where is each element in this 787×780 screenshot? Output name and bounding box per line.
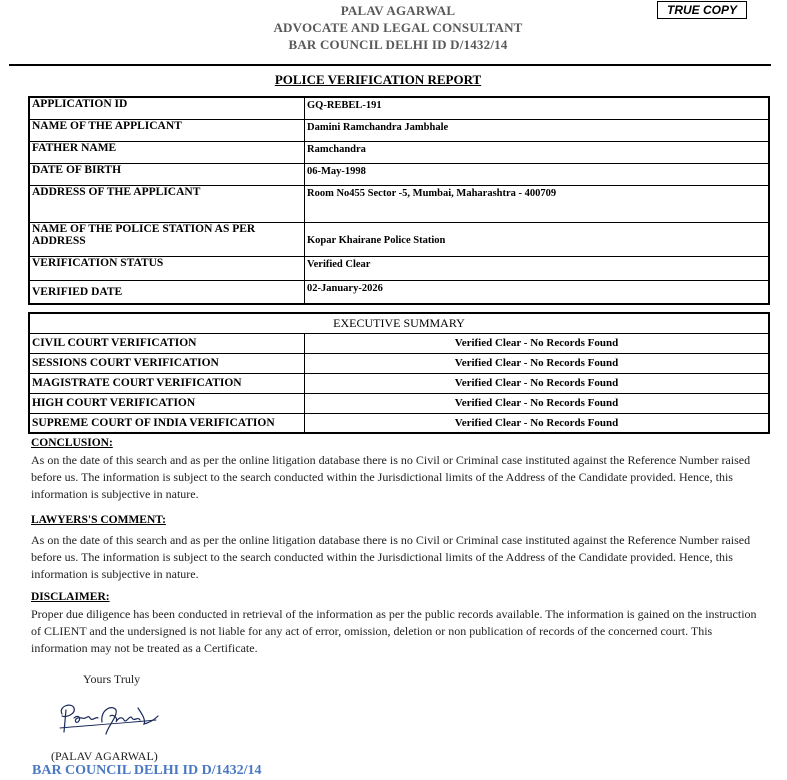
summary-value: Verified Clear - No Records Found bbox=[305, 393, 770, 413]
detail-label: FATHER NAME bbox=[29, 141, 305, 163]
detail-value: Ramchandra bbox=[305, 141, 770, 163]
detail-value: Room No455 Sector -5, Mumbai, Maharashtra - 400709 bbox=[305, 185, 770, 222]
summary-label: MAGISTRATE COURT VERIFICATION bbox=[29, 373, 305, 393]
lawyers-comment-heading: LAWYERS'S COMMENT: bbox=[31, 514, 166, 526]
summary-label: HIGH COURT VERIFICATION bbox=[29, 393, 305, 413]
signatory-bar-id: BAR COUNCIL DELHI ID D/1432/14 bbox=[32, 763, 262, 778]
advocate-bar-id: BAR COUNCIL DELHI ID D/1432/14 bbox=[288, 37, 508, 52]
table-row bbox=[29, 280, 769, 304]
detail-label: APPLICATION ID bbox=[29, 97, 305, 119]
advocate-designation: ADVOCATE AND LEGAL CONSULTANT bbox=[273, 20, 523, 35]
table-row bbox=[29, 141, 769, 163]
table-row bbox=[29, 119, 769, 141]
disclaimer-heading: DISCLAIMER: bbox=[31, 591, 110, 603]
table-row bbox=[29, 222, 769, 256]
table-row bbox=[29, 97, 769, 119]
applicant-details-table bbox=[28, 96, 770, 305]
detail-value: Verified Clear bbox=[305, 256, 770, 280]
summary-value: Verified Clear - No Records Found bbox=[305, 353, 770, 373]
detail-label: DATE OF BIRTH bbox=[29, 163, 305, 185]
table-row bbox=[29, 373, 769, 393]
report-title: POLICE VERIFICATION REPORT bbox=[274, 72, 482, 87]
table-row bbox=[29, 333, 769, 353]
detail-label: ADDRESS OF THE APPLICANT bbox=[29, 185, 305, 222]
summary-value: Verified Clear - No Records Found bbox=[305, 373, 770, 393]
detail-label: NAME OF THE APPLICANT bbox=[29, 119, 305, 141]
summary-label: SESSIONS COURT VERIFICATION bbox=[29, 353, 305, 373]
table-row bbox=[29, 256, 769, 280]
table-row bbox=[29, 163, 769, 185]
table-row bbox=[29, 393, 769, 413]
detail-value: 02-January-2026 bbox=[305, 280, 770, 304]
summary-heading: EXECUTIVE SUMMARY bbox=[29, 313, 769, 333]
summary-value: Verified Clear - No Records Found bbox=[305, 413, 770, 433]
header-divider bbox=[9, 64, 771, 66]
disclaimer-text: Proper due diligence has been conducted in retrieval of the information as per the public records available. The information is gained on the instruction of CLIENT and the undersigned is not liable for any act of error, omission, deletion or non publication of records of the concerned court. This information may not be treated as a Certificate. bbox=[31, 607, 757, 655]
detail-label: VERIFIED DATE bbox=[29, 280, 305, 304]
advocate-name: PALAV AGARWAL bbox=[340, 3, 456, 18]
detail-value: Kopar Khairane Police Station bbox=[305, 222, 770, 256]
summary-value: Verified Clear - No Records Found bbox=[305, 333, 770, 353]
table-row bbox=[29, 185, 769, 222]
summary-label: SUPREME COURT OF INDIA VERIFICATION bbox=[29, 413, 305, 433]
detail-value: 06-May-1998 bbox=[305, 163, 770, 185]
signatory-name: (PALAV AGARWAL) bbox=[51, 749, 158, 763]
conclusion-text: As on the date of this search and as per the online litigation database there is no Civil or Criminal case instituted against the Reference Number raised before us. The information is subject to the search conducted within the Jurisdictional limits of the Address of the Candidate provided. Hence, this information is subjective in nature. bbox=[31, 453, 751, 501]
detail-value: GQ-REBEL-191 bbox=[305, 97, 770, 119]
handwritten-signature bbox=[52, 696, 162, 738]
summary-label: CIVIL COURT VERIFICATION bbox=[29, 333, 305, 353]
closing-salutation: Yours Truly bbox=[83, 672, 141, 686]
detail-value: Damini Ramchandra Jambhale bbox=[305, 119, 770, 141]
executive-summary-table bbox=[28, 312, 770, 434]
table-header-row bbox=[29, 313, 769, 333]
detail-label: NAME OF THE POLICE STATION AS PER ADDRESS bbox=[29, 222, 305, 256]
lawyers-comment-text: As on the date of this search and as per the online litigation database there is no Civil or Criminal case instituted against the Reference Number raised before us. The information is subject to the search conducted within the Jurisdictional limits of the Address of the Candidate provided. Hence, this information is subjective in nature. bbox=[31, 533, 751, 581]
detail-label: VERIFICATION STATUS bbox=[29, 256, 305, 280]
table-row bbox=[29, 413, 769, 433]
true-copy-stamp: TRUE COPY bbox=[657, 1, 747, 19]
table-row bbox=[29, 353, 769, 373]
conclusion-heading: CONCLUSION: bbox=[31, 437, 113, 449]
